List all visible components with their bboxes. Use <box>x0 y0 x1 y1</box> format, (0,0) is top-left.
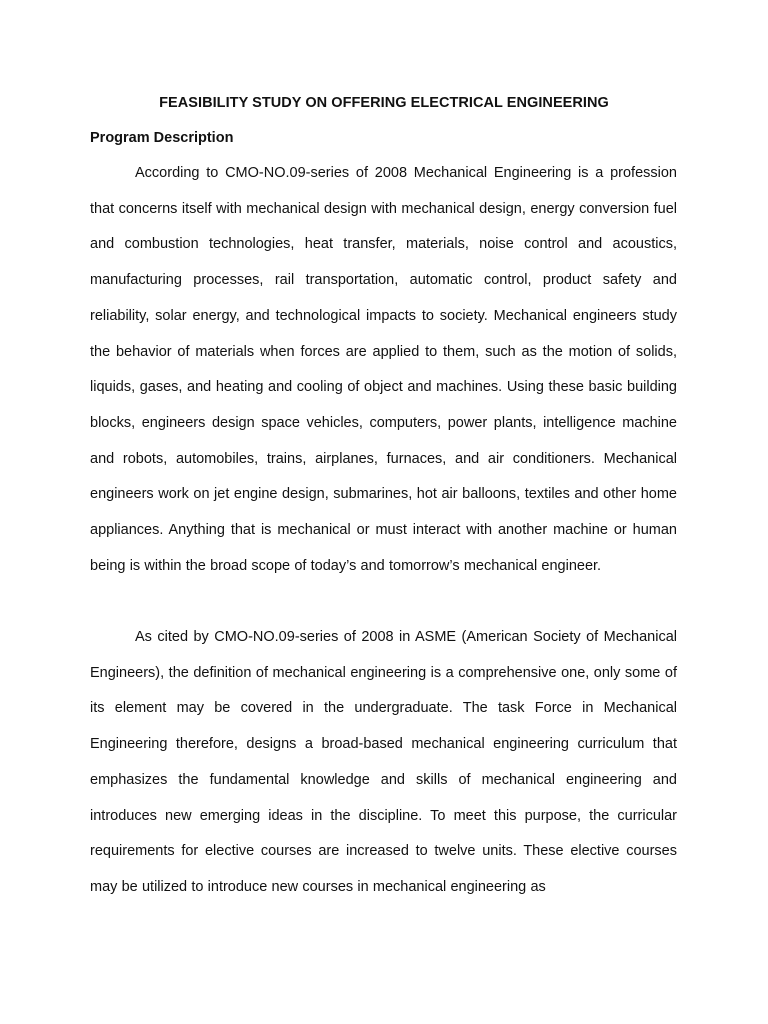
paragraph-1: According to CMO-NO.09-series of 2008 Mechanical Engineering is a profession that concerns itself with mechanical design with mechanical design, energy conversion fuel and combustion technologies, heat transfer, materials, noise control and acoustics, manufacturing processes, rail transportation, automatic control, product safety and reliability, solar energy, and technological impacts to society. Mechanical engineers study the behavior of materials when forces are applied to them, such as the motion of solids, liquids, gases, and heating and cooling of object and machines. Using these basic building blocks, engineers design space vehicles, computers, power plants, intelligence machine and robots, automobiles, trains, airplanes, furnaces, and air conditioners. Mechanical engineers work on jet engine design, submarines, hot air balloons, textiles and other home appliances. Anything that is mechanical or must interact with another machine or human being is within the broad scope of today’s and tomorrow’s mechanical engineer. <box>90 165 677 574</box>
paragraph-2: As cited by CMO-NO.09-series of 2008 in ASME (American Society of Mechanical Engineers), the definition of mechanical engineering is a comprehensive one, only some of its element may be covered in the undergraduate. The task Force in Mechanical Engineering therefore, designs a broad-based mechanical engineering curriculum that emphasizes the fundamental knowledge and skills of mechanical engineering and introduces new emerging ideas in the discipline. To meet this purpose, the curricular requirements for elective courses are increased to twelve units. These elective courses may be utilized to introduce new courses in mechanical engineering as <box>90 629 677 895</box>
section-heading: Program Description <box>90 130 234 146</box>
document-title: FEASIBILITY STUDY ON OFFERING ELECTRICAL ENGINEERING <box>159 95 609 111</box>
